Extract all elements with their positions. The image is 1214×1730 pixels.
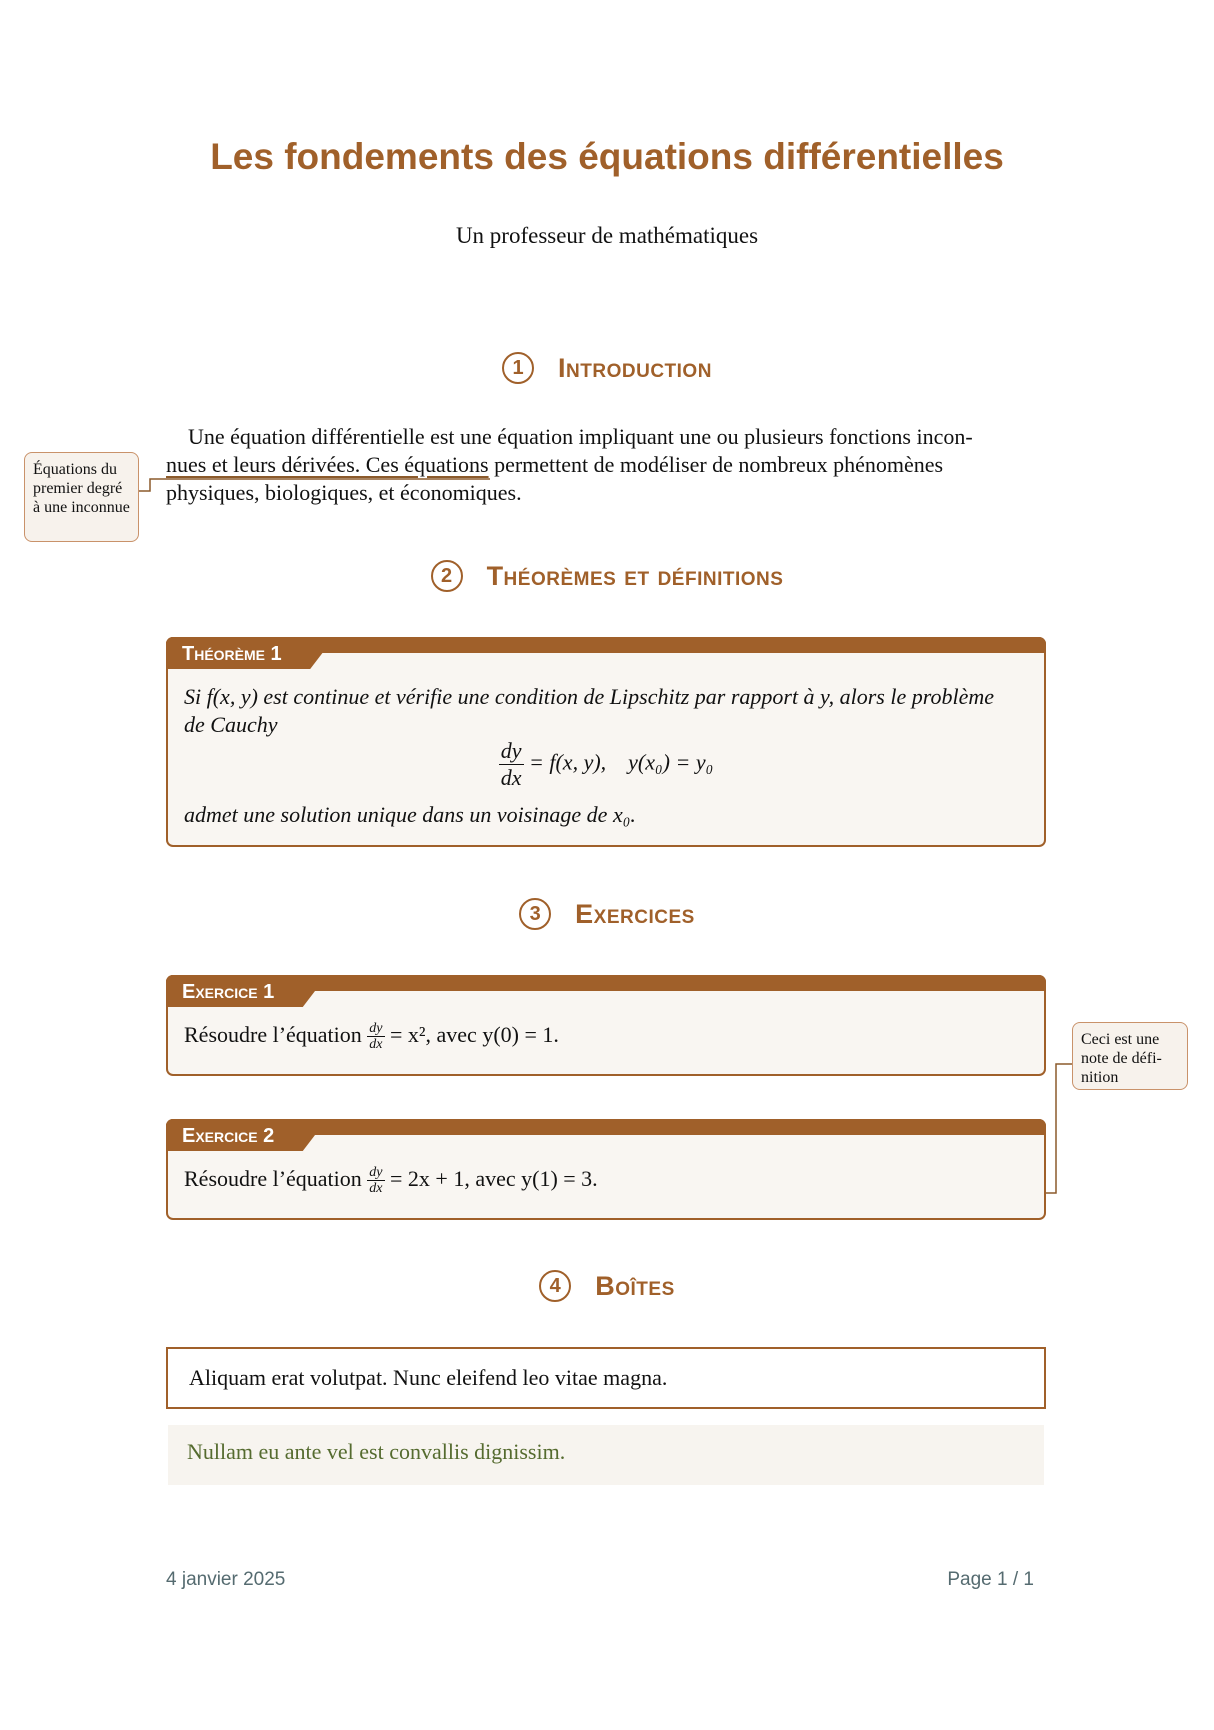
margin-note-right: Ceci est une note de défi-nition [1072, 1022, 1188, 1090]
exercise-2-fraction [367, 1165, 384, 1196]
section-4-heading [0, 1270, 1214, 1302]
footer-page-number: Page 1 / 1 [947, 1569, 1034, 1590]
section-number-2: 2 [431, 560, 463, 592]
theorem-text-1: Si f(x, y) est continue et vérifie une condition de Lipschitz par rapport à y, alors le problème [184, 684, 994, 709]
footer-date: 4 janvier 2025 [166, 1569, 286, 1590]
theorem-fraction [499, 738, 524, 791]
theorem-equation [184, 738, 1028, 791]
exercise-1-box [166, 975, 1046, 1076]
section-number-1: 1 [502, 352, 534, 384]
intro-line-1: Une équation différentielle est une équation impliquant une ou plusieurs fonctions incon- [188, 424, 973, 449]
exercise-2-label: Exercice 2 [166, 1119, 290, 1151]
theorem-text-2: de Cauchy [184, 712, 278, 737]
exercise-2-rhs: = 2x + 1, avec y(1) = 3. [390, 1166, 598, 1191]
intro-line-3: physiques, biologiques, et économiques. [166, 480, 522, 505]
framed-box: Aliquam erat volutpat. Nunc eleifend leo vitae magna. [166, 1347, 1046, 1409]
exercise-1-rhs: = x², avec y(0) = 1. [390, 1022, 559, 1047]
exercise-1-text [184, 1021, 1028, 1052]
intro-line-2-rest: permettent de modéliser de nombreux phénomènes [488, 452, 944, 477]
exercise-1-fraction-denominator: dx [369, 1037, 383, 1053]
section-number-3: 3 [519, 898, 551, 930]
exercise-2-box [166, 1119, 1046, 1220]
theorem-fraction-denominator: dx [500, 765, 522, 790]
margin-note-left: Équations du premier degré à une inconnue [24, 452, 139, 542]
section-title-4: Boîtes [595, 1270, 675, 1301]
exercise-1-label: Exercice 1 [166, 975, 290, 1007]
document-author: Un professeur de mathématiques [455, 223, 759, 248]
exercise-1-prefix: Résoudre l’équation [184, 1022, 362, 1047]
exercise-2-text [184, 1165, 1028, 1196]
intro-paragraph [166, 423, 1046, 507]
theorem-label: Théorème 1 [166, 637, 298, 669]
section-number-4: 4 [539, 1270, 571, 1302]
exercise-2-fraction-denominator: dx [369, 1181, 383, 1197]
section-2-heading [0, 560, 1214, 592]
document-title: Les fondements des équations différentielles [210, 136, 1004, 177]
exercise-2-fraction-numerator: dy [369, 1165, 383, 1181]
intro-line-2 [166, 451, 1046, 479]
exercise-1-fraction-numerator: dy [369, 1021, 383, 1037]
theorem-fraction-numerator: dy [500, 738, 522, 763]
section-title-3: Exercices [575, 898, 695, 929]
theorem-box [166, 637, 1046, 847]
section-1-heading [0, 352, 1214, 384]
section-title-1: Introduction [558, 352, 712, 383]
shaded-box: Nullam eu ante vel est convallis dignissim. [168, 1425, 1044, 1485]
exercise-1-fraction [367, 1021, 384, 1052]
section-3-heading [0, 898, 1214, 930]
section-title-2: Théorèmes et définitions [486, 560, 784, 591]
intro-underlined-text: nues et leurs dérivées. Ces équations [166, 452, 489, 477]
theorem-equation-rest: = f(x, y), y(x₀) = y₀ [529, 749, 714, 775]
theorem-text-3: admet une solution unique dans un voisinage de x₀. [184, 802, 636, 827]
exercise-2-prefix: Résoudre l’équation [184, 1166, 362, 1191]
